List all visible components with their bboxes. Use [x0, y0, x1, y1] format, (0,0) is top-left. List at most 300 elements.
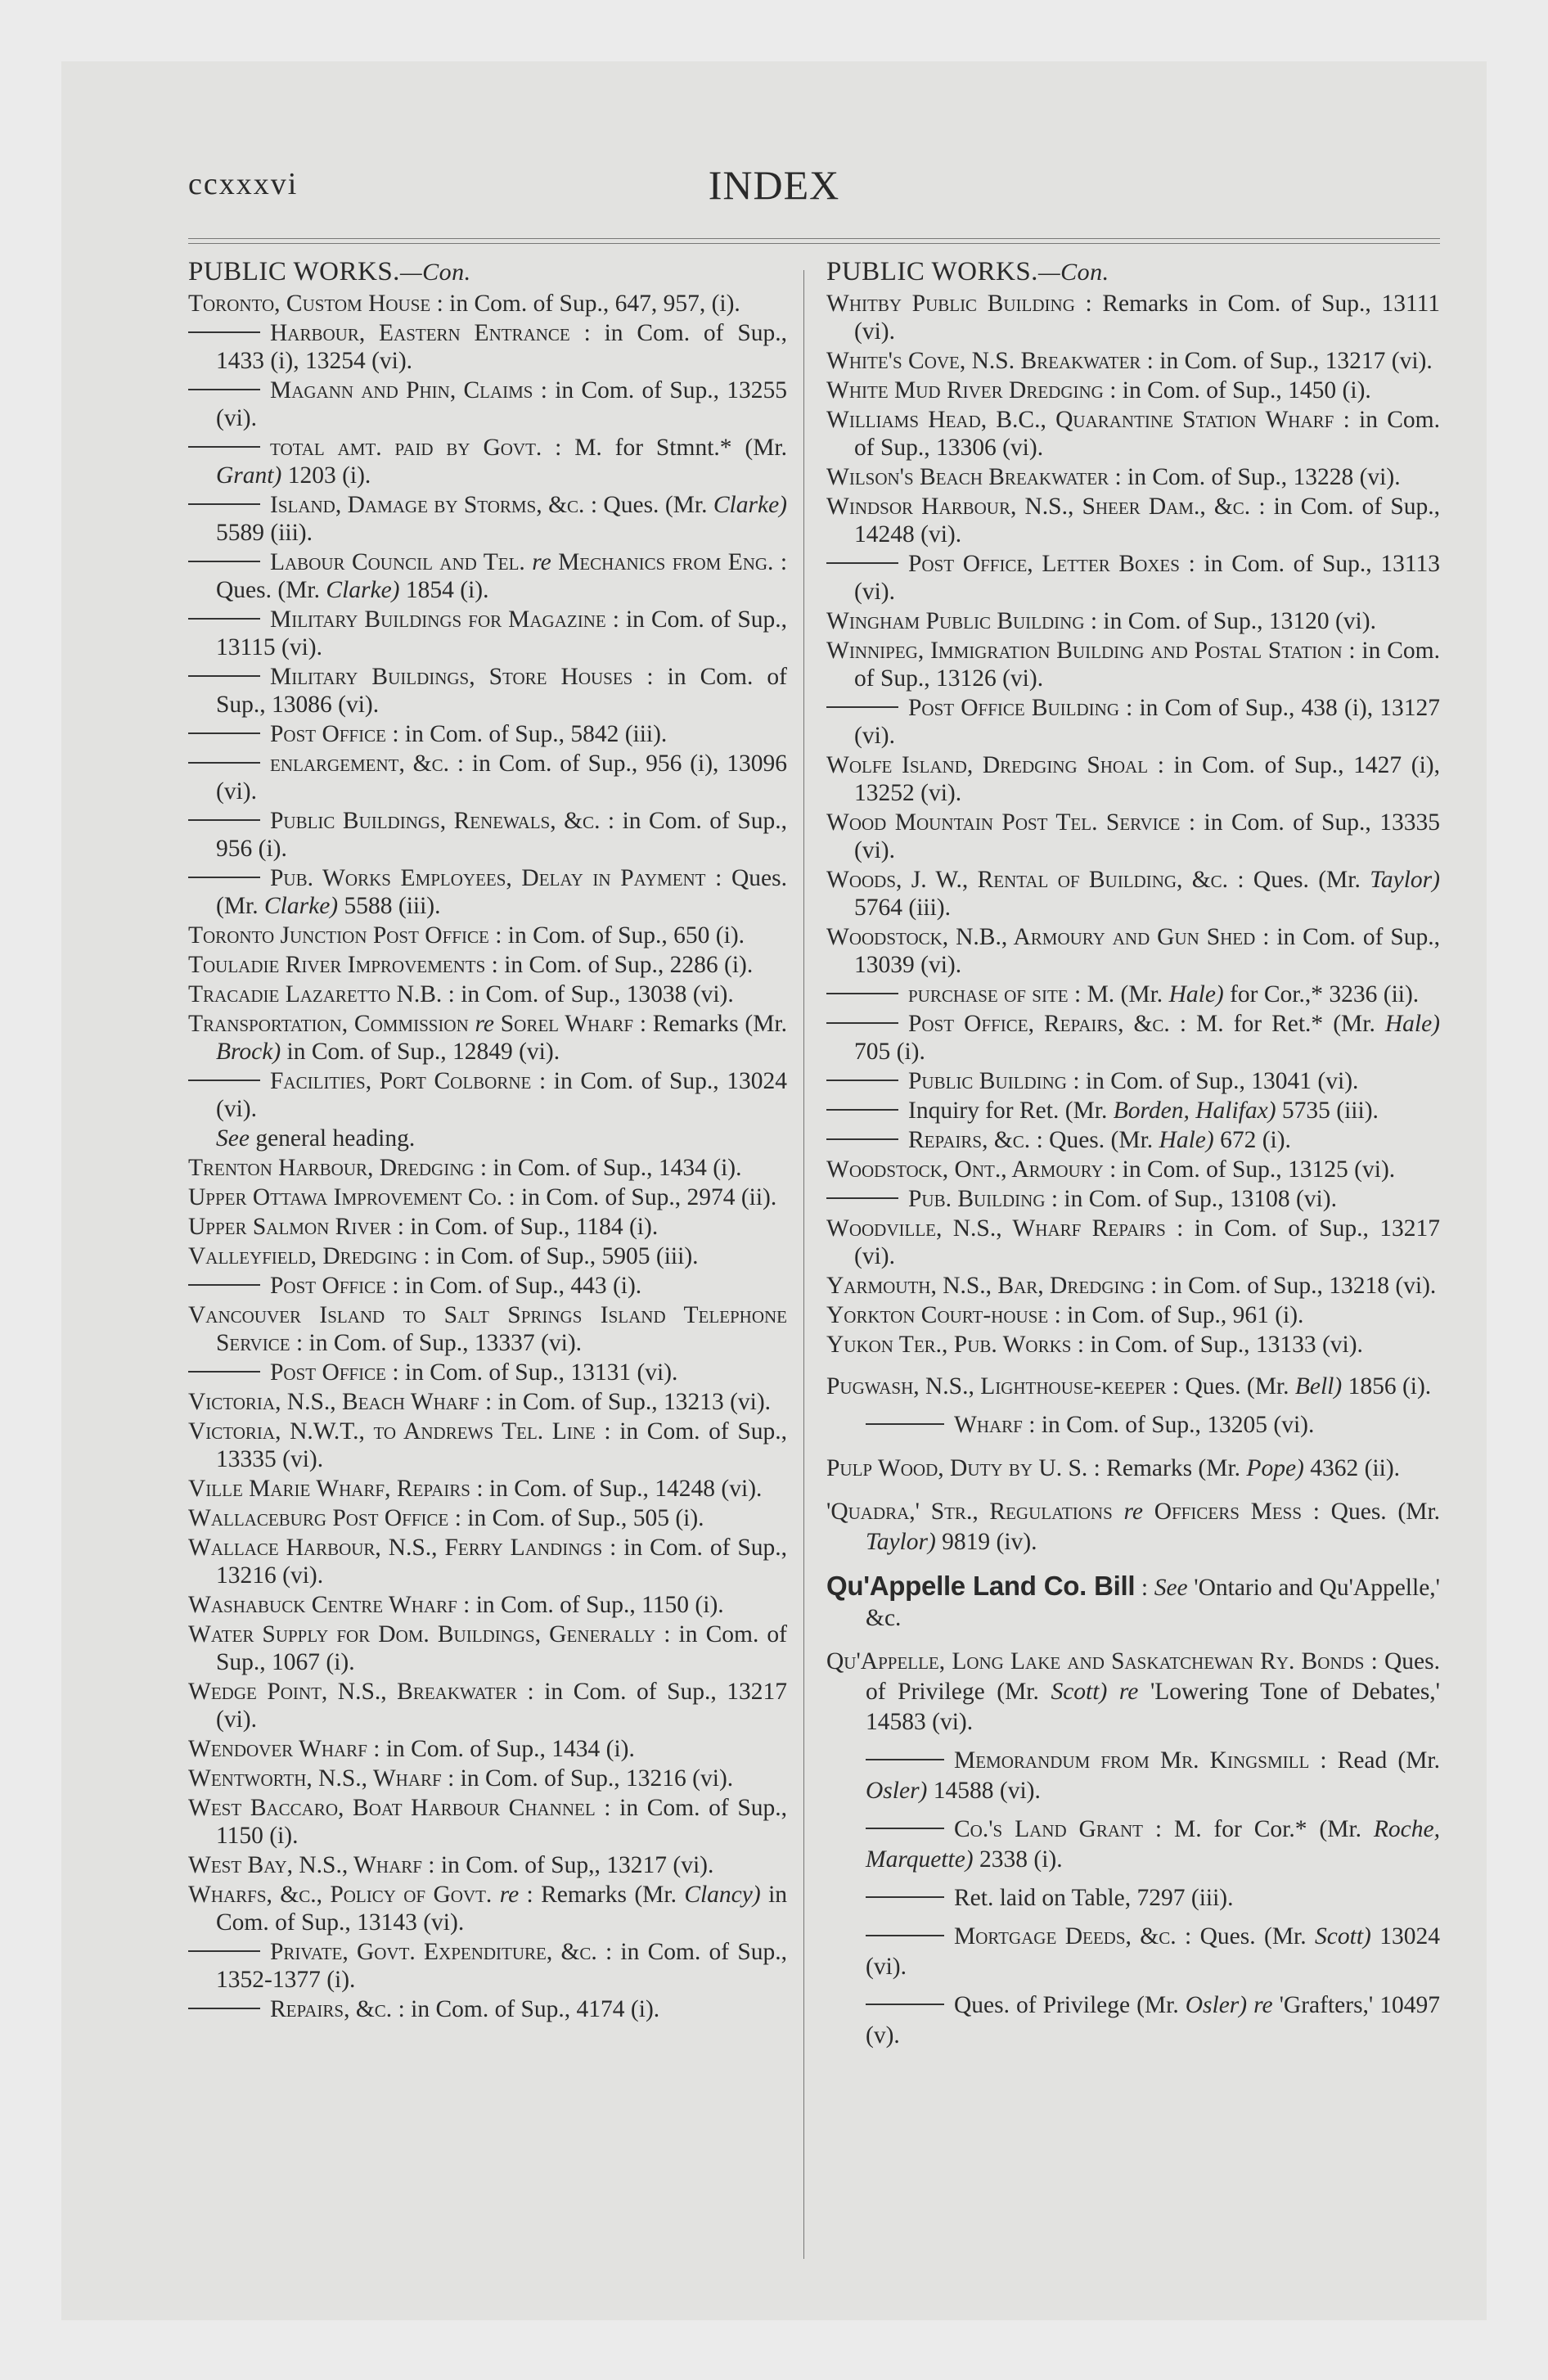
entry-text: : Ques. (Mr. [216, 549, 788, 603]
ditto-dash [826, 993, 898, 994]
entry-heading: Upper Salmon River [188, 1214, 392, 1240]
index-entry [188, 1851, 787, 1879]
ditto-dash [188, 2008, 260, 2009]
ditto-dash [826, 1138, 898, 1140]
index-subentry [188, 663, 787, 719]
entry-text: : Remarks (Mr. [1087, 1455, 1247, 1481]
entry-text: : Remarks in Com. of Sup., 13111 (vi). [854, 291, 1441, 345]
index-subentry [826, 1410, 1440, 1440]
ditto-dash [188, 1080, 260, 1081]
ditto-dash [866, 1423, 944, 1425]
entry-text: Ret. laid on Table, 7297 (iii). [954, 1885, 1234, 1911]
entry-heading: Victoria, N.W.T., to Andrews Tel. Line [188, 1418, 596, 1445]
index-entry [826, 1647, 1440, 1738]
entry-heading: Qu'Appelle, Long Lake and Saskatchewan Ry. Bonds [826, 1648, 1365, 1675]
index-entry [188, 1183, 787, 1211]
entry-text: : in Com. of Sup., 1352-1377 (i). [216, 1939, 787, 1993]
entry-heading: Public Building [908, 1068, 1067, 1094]
index-entry [188, 1881, 787, 1936]
entry-heading: Woods, J. W., Rental of Building, &c. [826, 867, 1229, 893]
entry-heading: Ville Marie Wharf, Repairs [188, 1476, 470, 1502]
index-entry [188, 1504, 787, 1532]
entry-italic: re [1123, 1499, 1143, 1525]
entry-heading: Toronto Junction Post Office [188, 922, 489, 949]
entry-text: : Ques. (Mr. [1228, 867, 1370, 893]
entry-heading: Wendover Wharf [188, 1736, 367, 1762]
entry-heading: Wallaceburg Post Office [188, 1505, 449, 1531]
entry-text: : in Com. of Sup., 14248 (vi). [854, 494, 1440, 548]
index-entry [826, 406, 1440, 462]
entry-heading: Wingham Public Building [826, 608, 1085, 634]
entry-italic: Brock) [216, 1039, 281, 1065]
column-divider [803, 270, 804, 2259]
ditto-dash [188, 762, 260, 764]
index-entry [188, 1213, 787, 1241]
index-entry [188, 1678, 787, 1733]
entry-heading: Wharf [954, 1412, 1023, 1438]
index-entry [188, 1620, 787, 1676]
entry-text: general heading. [249, 1125, 416, 1152]
index-subentry [188, 548, 787, 604]
index-entry [188, 1475, 787, 1503]
entry-text: Ques. of Privilege (Mr. [954, 1992, 1186, 2018]
entry-text: : Ques. (Mr. [216, 865, 787, 919]
entry-italic: re [499, 1882, 520, 1908]
entry-text: : in Com. of Sup., 2974 (ii). [502, 1184, 777, 1210]
page-number: ccxxxvi [188, 167, 299, 201]
entry-italic: Taylor) [1370, 867, 1440, 893]
entry-text: : in Com. of Sup., 13039 (vi). [854, 924, 1440, 978]
index-entry [826, 347, 1440, 375]
entry-heading: Wedge Point, N.S., Breakwater [188, 1679, 517, 1705]
entry-text: : in Com. of Sup., 1150 (i). [457, 1592, 724, 1618]
bill-title: Qu'Appelle Land Co. Bill [826, 1571, 1136, 1601]
entry-text: : in Com. of Sup., 443 (i). [385, 1273, 642, 1299]
entry-text: : in Com. of Sup., 13335 (vi). [854, 809, 1441, 863]
index-entry [188, 1242, 787, 1270]
entry-text: : in Com. of Sup., 13217 (vi). [216, 1679, 787, 1733]
entry-heading: Post Office [270, 721, 386, 747]
entry-text: : Ques. (Mr. [1176, 1923, 1316, 1950]
entry-heading: Pulp Wood, Duty by U. S. [826, 1455, 1088, 1481]
header-rule-double [188, 243, 1440, 244]
entry-text: in Com. of Sup., 12849 (vi). [281, 1039, 560, 1065]
entry-text: : Ques. (Mr. [1030, 1127, 1159, 1153]
entry-heading: Wilson's Beach Breakwater [826, 464, 1109, 490]
ditto-dash [826, 1022, 898, 1024]
entry-italic: Clarke) [713, 492, 787, 518]
ditto-dash [188, 1371, 260, 1373]
entry-heading: Private, Govt. Expenditure, &c. [270, 1939, 597, 1965]
page-header [61, 162, 1487, 215]
entry-text: : in Com. of Sup., 13108 (vi). [1045, 1186, 1337, 1212]
index-subentry [826, 1185, 1440, 1213]
entry-text [492, 1882, 499, 1908]
index-entry [826, 1215, 1440, 1270]
entry-heading: Post Office Building [908, 695, 1119, 721]
entry-heading: Island, Damage by Storms, &c. [270, 492, 585, 518]
entry-text: : in Com. of Sup., 13041 (vi). [1066, 1068, 1359, 1094]
entry-heading: White's Cove, N.S. Breakwater [826, 348, 1141, 374]
index-subentry [826, 1990, 1440, 2051]
entry-text [525, 549, 532, 575]
entry-heading: Pugwash, N.S., Lighthouse-keeper [826, 1373, 1167, 1400]
entry-italic: Osler) [1185, 1992, 1248, 2018]
index-entry [826, 1272, 1440, 1300]
entry-text: 5589 (iii). [216, 520, 313, 546]
entry-heading: Memorandum from Mr. Kingsmill [954, 1747, 1310, 1774]
index-entry [826, 751, 1440, 807]
entry-heading: enlargement, &c. [270, 751, 450, 777]
index-entry [826, 1571, 1440, 1634]
index-subentry [826, 1010, 1440, 1066]
section-heading: PUBLIC WORKS.—Con. [188, 257, 471, 286]
entry-text: 5764 (iii). [854, 895, 951, 921]
entry-italic: Grant) [216, 462, 282, 489]
index-subentry [188, 1067, 787, 1123]
entry-heading: Post Office [270, 1359, 386, 1386]
entry-text: : in Com. of Sup., 13217 (vi). [1141, 348, 1433, 374]
entry-text: 672 (i). [1213, 1127, 1291, 1153]
entry-text [1143, 1499, 1154, 1525]
entry-text [1113, 1499, 1124, 1525]
entry-text: : in Com. of Sup., 13133 (vi). [1071, 1332, 1363, 1358]
ditto-dash [866, 1828, 944, 1829]
entry-text: : Remarks (Mr. [633, 1011, 787, 1037]
entry-heading: Woodville, N.S., Wharf Repairs [826, 1215, 1166, 1242]
entry-text: : in Com. of Sup., 5905 (iii). [417, 1243, 699, 1269]
entry-text: : in Com. of Sup., 13024 (vi). [216, 1068, 787, 1122]
entry-italic: Osler) [866, 1778, 928, 1804]
entry-heading: Yarmouth, N.S., Bar, Dredging [826, 1273, 1145, 1299]
entry-text: : in Com. of Sup., 961 (i). [1048, 1302, 1304, 1328]
ditto-dash [188, 446, 260, 448]
index-entry [826, 376, 1440, 404]
entry-heading: Post Office, Repairs, &c. [908, 1011, 1170, 1037]
index-entry [188, 1010, 787, 1066]
entry-text: 5588 (iii). [338, 893, 441, 919]
entry-text: : in Com. of Sup., 13120 (vi). [1084, 608, 1376, 634]
entry-text: 1854 (i). [399, 577, 489, 603]
entry-heading: Wharfs, &c., Policy of Govt. [188, 1882, 493, 1908]
index-entry [188, 1735, 787, 1763]
entry-text: : M. for Stmnt.* (Mr. [542, 435, 787, 461]
index-subentry [188, 1359, 787, 1386]
entry-text: : in Com. of Sup., 13217 (vi). [854, 1215, 1440, 1269]
entry-heading: Facilities, Port Colborne [270, 1068, 532, 1094]
ditto-dash [826, 1109, 898, 1111]
entry-text: : in Com. of Sup., 1067 (i). [216, 1621, 787, 1675]
entry-italic: Clancy) [684, 1882, 761, 1908]
entry-heading: Yorkton Court-house [826, 1302, 1049, 1328]
entry-italic: re [1253, 1992, 1273, 2018]
entry-text: : in Com. of Sup., 13115 (vi). [216, 606, 787, 660]
entry-heading: Williams Head, B.C., Quarantine Station Wharf [826, 407, 1334, 433]
ditto-dash [826, 562, 898, 564]
entry-text: : Ques. (Mr. [1166, 1373, 1295, 1400]
index-entry [826, 637, 1440, 692]
index-subentry [826, 1922, 1440, 1982]
index-entry [188, 1418, 787, 1473]
entry-italic: Scott) [1315, 1923, 1371, 1950]
entry-heading: Mortgage Deeds, &c. [954, 1923, 1177, 1950]
entry-text: N.B. : in Com. of Sup., 13038 (vi). [390, 981, 734, 1007]
entry-text: : in Com. of Sup., 14248 (vi). [470, 1476, 763, 1502]
entry-text: : in Com. of Sup., 13216 (vi). [441, 1765, 734, 1792]
index-entry [826, 866, 1440, 922]
ditto-dash [826, 706, 898, 708]
index-entry [188, 951, 787, 979]
entry-text: : in Com. of Sup., 2286 (i). [485, 952, 754, 978]
entry-text: : in Com. of Sup., 1433 (i), 13254 (vi). [216, 320, 787, 374]
index-subentry [188, 807, 787, 863]
entry-text: : M. (Mr. [1068, 981, 1169, 1007]
entry-text: : in Com. of Sup., 1434 (i). [474, 1155, 742, 1181]
entry-text: : in Com. of Sup., 13086 (vi). [216, 664, 787, 718]
entry-heading: Woodstock, Ont., Armoury [826, 1156, 1104, 1183]
ditto-dash [826, 1080, 898, 1081]
entry-heading: Upper Ottawa Improvement Co. [188, 1184, 503, 1210]
entry-text: : in Com. of Sup., 13213 (vi). [479, 1389, 772, 1415]
entry-heading: Repairs, &c. [908, 1127, 1031, 1153]
entry-text: : in Com. of Sup., 956 (i), 13096 (vi). [216, 751, 787, 805]
entry-text [494, 1011, 501, 1037]
entry-heading: West Baccaro, Boat Harbour Channel [188, 1795, 596, 1821]
ditto-dash [188, 732, 260, 734]
entry-heading: Wallace Harbour, N.S., Ferry Landings [188, 1535, 603, 1561]
ditto-dash [188, 877, 260, 878]
entry-heading: Post Office, Letter Boxes [908, 551, 1180, 577]
entry-heading: Harbour, Eastern Entrance [270, 320, 570, 346]
index-subentry [826, 980, 1440, 1008]
entry-text: : Ques. (Mr. [584, 492, 713, 518]
ditto-dash [188, 389, 260, 390]
entry-heading: Woodstock, N.B., Armoury and Gun Shed [826, 924, 1256, 950]
entry-text: : in Com. of Sup., 13255 (vi). [216, 377, 787, 431]
entry-text: 'Ontario and Qu'Appelle,' &c. [866, 1575, 1440, 1631]
entry-text: : in Com. of Sup., 5842 (iii). [385, 721, 668, 747]
entry-text: 5735 (iii). [1276, 1098, 1379, 1124]
entry-heading: Public Buildings, Renewals, &c. [270, 808, 601, 834]
ditto-dash [188, 331, 260, 333]
entry-text: 1856 (i). [1342, 1373, 1432, 1400]
entry-italic: Hale) [1384, 1011, 1441, 1037]
entry-text: : in Com. of Sup., 505 (i). [448, 1505, 704, 1531]
entry-heading: Touladie River Improvements [188, 952, 486, 978]
entry-text: 'Lowering Tone of Debates,' 14583 (vi). [866, 1679, 1440, 1735]
entry-text: : in Com. of Sup., 1450 (i). [1103, 377, 1371, 403]
entry-text: : in Com. of Sup., 13125 (vi). [1103, 1156, 1396, 1183]
entry-text [469, 1011, 475, 1037]
entry-italic: Taylor) [866, 1529, 936, 1555]
index-subentry [826, 1814, 1440, 1875]
entry-heading: Wood Mountain Post Tel. Service [826, 809, 1181, 836]
entry-heading: Co.'s Land Grant [954, 1816, 1143, 1842]
entry-text: : Ques. (Mr. [1302, 1499, 1441, 1525]
index-subentry [188, 750, 787, 805]
section-heading: PUBLIC WORKS.—Con. [826, 257, 1109, 286]
entry-text: : in Com. of Sup., 956 (i). [216, 808, 787, 862]
index-entry [826, 1331, 1440, 1359]
index-entry [188, 290, 787, 318]
entry-italic: Hale) [1159, 1127, 1214, 1153]
entry-text: 'Grafters,' 10497 (v). [866, 1992, 1440, 2049]
entry-text: : in Com. of Sup., 13337 (vi). [290, 1330, 583, 1356]
left-column [188, 258, 787, 2025]
entry-text: : Read (Mr. [1309, 1747, 1440, 1774]
entry-heading: Trenton Harbour, Dredging [188, 1155, 475, 1181]
entry-heading: Transportation, Commission [188, 1011, 469, 1037]
entry-text: : in Com. of Sup., 1150 (i). [216, 1795, 787, 1849]
entry-italic: Roche, Marquette) [866, 1816, 1440, 1873]
index-subentry [188, 319, 787, 375]
entry-text: 2338 (i). [973, 1846, 1063, 1873]
entry-text: : in Com. of Sup., 1184 (i). [391, 1214, 659, 1240]
entry-text: : in Com. of Sup., 13228 (vi). [1109, 464, 1401, 490]
entry-text: : M. for Cor.* (Mr. [1142, 1816, 1374, 1842]
entry-heading: Washabuck Centre Wharf [188, 1592, 457, 1618]
index-entry [188, 980, 787, 1008]
entry-heading: Pub. Building [908, 1186, 1046, 1212]
index-subentry [188, 606, 787, 661]
entry-italic: Scott) [1051, 1679, 1108, 1705]
ditto-dash [188, 618, 260, 620]
entry-italic: Borden, Halifax) [1113, 1098, 1276, 1124]
ditto-dash [826, 1197, 898, 1199]
index-subentry [188, 491, 787, 547]
ditto-dash [866, 1759, 944, 1760]
entry-text: for Cor.,* 3236 (ii). [1223, 981, 1420, 1007]
index-subentry [826, 550, 1440, 606]
index-entry [188, 922, 787, 949]
entry-text: 13024 (vi). [866, 1923, 1441, 1980]
header-rule [188, 238, 1440, 239]
index-entry [826, 1372, 1440, 1402]
ditto-dash [188, 1950, 260, 1952]
entry-text [1107, 1679, 1119, 1705]
entry-heading: Yukon Ter., Pub. Works [826, 1332, 1072, 1358]
index-subentry [188, 1995, 787, 2023]
entry-text: : in Com of Sup., 438 (i), 13127 (vi). [854, 695, 1440, 749]
entry-heading: Military Buildings, Store Houses [270, 664, 633, 690]
entry-text: : in Com. of Sup,, 13217 (vi). [421, 1852, 714, 1878]
entry-heading: Labour Council and Tel. [270, 549, 525, 575]
entry-text: : Ques. of Privilege (Mr. [866, 1648, 1440, 1705]
entry-heading: Pub. Works Employees, Delay in Payment [270, 865, 706, 891]
ditto-dash [188, 1284, 260, 1286]
index-entry [826, 1454, 1440, 1484]
entry-heading: Repairs, &c. [270, 1996, 393, 2022]
entry-italic: Bell) [1294, 1373, 1343, 1400]
entry-text: 1203 (i). [281, 462, 371, 489]
entry-text: 705 (i). [854, 1039, 925, 1065]
index-subentry [188, 1938, 787, 1994]
entry-italic: re [532, 549, 551, 575]
entry-text: : in Com. of Sup., 13216 (vi). [216, 1535, 787, 1589]
entry-text: : in Com. of Sup., 13218 (vi). [1144, 1273, 1437, 1299]
entry-text: 14588 (vi). [927, 1778, 1041, 1804]
entry-italic: Hale) [1168, 981, 1224, 1007]
page-title: INDEX [708, 162, 840, 208]
index-entry [826, 607, 1440, 635]
ditto-dash [188, 819, 260, 821]
index-entry [826, 493, 1440, 548]
index-entry [826, 1497, 1440, 1557]
entry-text: : in Com. of Sup., 1427 (i), 13252 (vi). [854, 752, 1440, 806]
entry-text: : in Com. of Sup., 13126 (vi). [854, 638, 1440, 692]
entry-italic: Clarke) [326, 577, 400, 603]
ditto-dash [866, 2004, 944, 2005]
index-entry [826, 809, 1440, 864]
entry-text: Inquiry for Ret. (Mr. [908, 1098, 1114, 1124]
entry-heading: Windsor Harbour, N.S., Sheer Dam., &c. [826, 494, 1251, 520]
entry-text: : Remarks (Mr. [519, 1882, 685, 1908]
index-subentry [188, 864, 787, 920]
entry-text: 4362 (ii). [1303, 1455, 1401, 1481]
index-entry [188, 1301, 787, 1357]
entry-italic: Pope) [1246, 1455, 1304, 1481]
entry-heading: Officers Mess [1154, 1499, 1303, 1525]
index-entry [188, 1591, 787, 1619]
entry-heading: 'Quadra,' Str., Regulations [826, 1499, 1113, 1525]
entry-text: : in Com. of Sup., 13306 (vi). [854, 407, 1440, 461]
index-entry [188, 1125, 787, 1152]
index-entry [826, 463, 1440, 491]
entry-heading: total amt. paid by Govt. [270, 435, 542, 461]
index-entry [188, 1794, 787, 1850]
ditto-dash [188, 503, 260, 505]
index-subentry [188, 376, 787, 432]
index-subentry [826, 1067, 1440, 1095]
ditto-dash [188, 675, 260, 677]
entry-text: : in Com. of Sup., 1434 (i). [367, 1736, 635, 1762]
index-entry [188, 1765, 787, 1792]
entry-text: : in Com. of Sup., 647, 957, (i). [430, 291, 740, 317]
index-entry [826, 1156, 1440, 1183]
entry-heading: Water Supply for Dom. Buildings, Generally [188, 1621, 656, 1648]
entry-text: : in Com. of Sup., 13113 (vi). [854, 551, 1440, 605]
ditto-dash [866, 1935, 944, 1936]
index-entry [826, 923, 1440, 979]
index-subentry [826, 1097, 1440, 1125]
entry-heading: Post Office [270, 1273, 386, 1299]
entry-text: : in Com. of Sup., 4174 (i). [392, 1996, 660, 2022]
entry-heading: Magann and Phin, Claims [270, 377, 533, 403]
index-subentry [188, 1272, 787, 1300]
index-subentry [188, 720, 787, 748]
entry-text: : in Com. of Sup., 650 (i). [488, 922, 745, 949]
entry-italic: re [1118, 1679, 1139, 1705]
entry-heading: Military Buildings for Magazine [270, 606, 606, 633]
entry-heading: Sorel Wharf [500, 1011, 634, 1037]
entry-italic: See [216, 1125, 250, 1152]
entry-text: : in Com. of Sup., 13335 (vi). [216, 1418, 787, 1472]
entry-heading: Valleyfield, Dredging [188, 1243, 418, 1269]
entry-text: : in Com. of Sup., 13205 (vi). [1022, 1412, 1315, 1438]
entry-text: : [1135, 1575, 1154, 1601]
index-subentry [826, 1746, 1440, 1806]
entry-heading: purchase of site [908, 981, 1069, 1007]
index-entry [826, 1301, 1440, 1329]
entry-heading: West Bay, N.S., Wharf [188, 1852, 422, 1878]
entry-italic: Clarke) [264, 893, 339, 919]
entry-text: : M. for Ret.* (Mr. [1169, 1011, 1385, 1037]
index-subentry [826, 1126, 1440, 1154]
entry-text: in Com. of Sup., 13143 (vi). [216, 1882, 788, 1936]
right-column [826, 258, 1440, 2056]
index-subentry [826, 1883, 1440, 1913]
entry-heading: Victoria, N.S., Beach Wharf [188, 1389, 479, 1415]
